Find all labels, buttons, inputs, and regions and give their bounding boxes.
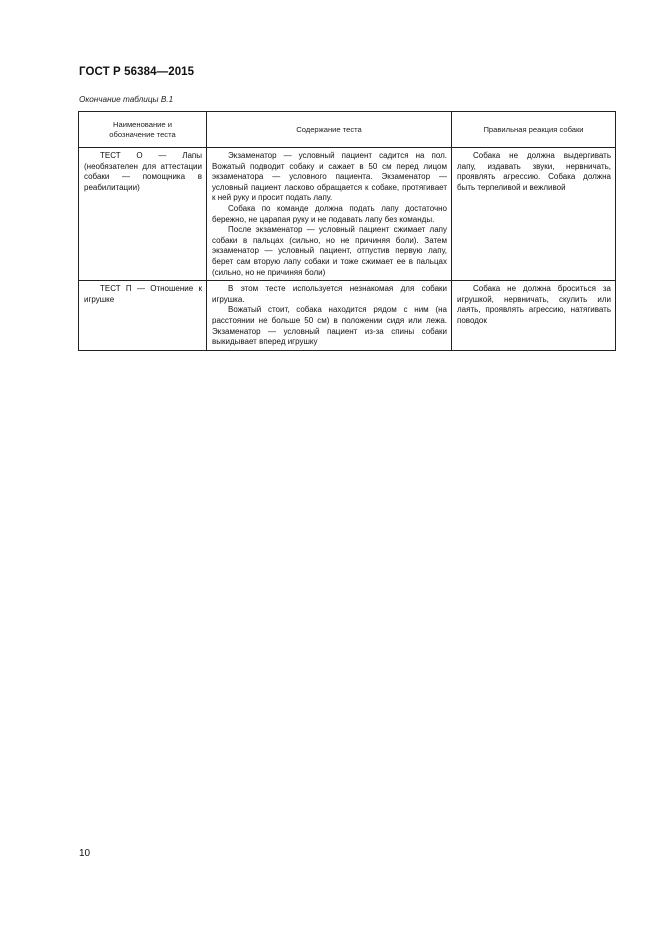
test-content-cell: [207, 148, 452, 281]
table-row: [79, 148, 616, 281]
table-caption: Окончание таблицы В.1: [79, 95, 174, 104]
test-content-cell: [207, 281, 452, 351]
test-name-cell: [79, 281, 207, 351]
test-name: ТЕСТ О — Лапы (необязателен для аттестации собаки — помощника в реабилитации): [84, 151, 202, 192]
test-content-paragraph: Вожатый стоит, собака находится рядом с ним (на расстоянии не больше 50 см) в положении сидя или лежа. Экзаменатор — условный пациент из-за спины собаки выкидывает вперед игрушку: [212, 305, 447, 347]
test-content-paragraph: В этом тесте используется незнакомая для собаки игрушка.: [212, 284, 447, 304]
table-row: [79, 281, 616, 351]
test-name-cell: [79, 148, 207, 281]
test-content-paragraph: После экзаменатор — условный пациент сжимает лапу собаки в пальцах (сильно, но не причиняя боли). Затем экзаменатор — условный пациент, отпустив первую лапу, берет сам вторую лапу собаки и тоже сжимает ее в пальцах (сильно, но не причиняя боли): [212, 225, 447, 277]
column-header-content: Содержание теста: [207, 112, 452, 148]
page-number: 10: [79, 848, 91, 859]
table-header-row: [79, 112, 616, 148]
test-content-paragraph: Экзаменатор — условный пациент садится на пол. Вожатый подводит собаку и сажает в 50 см перед лицом экзаменатора — условного пациента. Экзаменатор — условный пациент ласково обращается к собаке, протягивает к ней руку и просит подать лапу.: [212, 151, 447, 203]
requirements-table: [78, 111, 616, 351]
dog-reaction: Собака не должна броситься за игрушкой, нервничать, скулить или лаять, проявлять агрессию, натягивать поводок: [457, 284, 611, 325]
document-header: ГОСТ Р 56384—2015: [79, 66, 195, 78]
dog-reaction-cell: [452, 148, 616, 281]
column-header-name: Наименование и обозначение теста: [79, 112, 207, 148]
column-header-reaction: Правильная реакция собаки: [452, 112, 616, 148]
test-name: ТЕСТ П — Отношение к игрушке: [84, 284, 202, 304]
dog-reaction: Собака не должна выдергивать лапу, издавать звуки, нервничать, проявлять агрессию. Собака должна быть терпеливой и вежливой: [457, 151, 611, 192]
test-content-paragraph: Собака по команде должна подать лапу достаточно бережно, не царапая руку и не подавать лапу без команды.: [212, 203, 447, 224]
dog-reaction-cell: [452, 281, 616, 351]
